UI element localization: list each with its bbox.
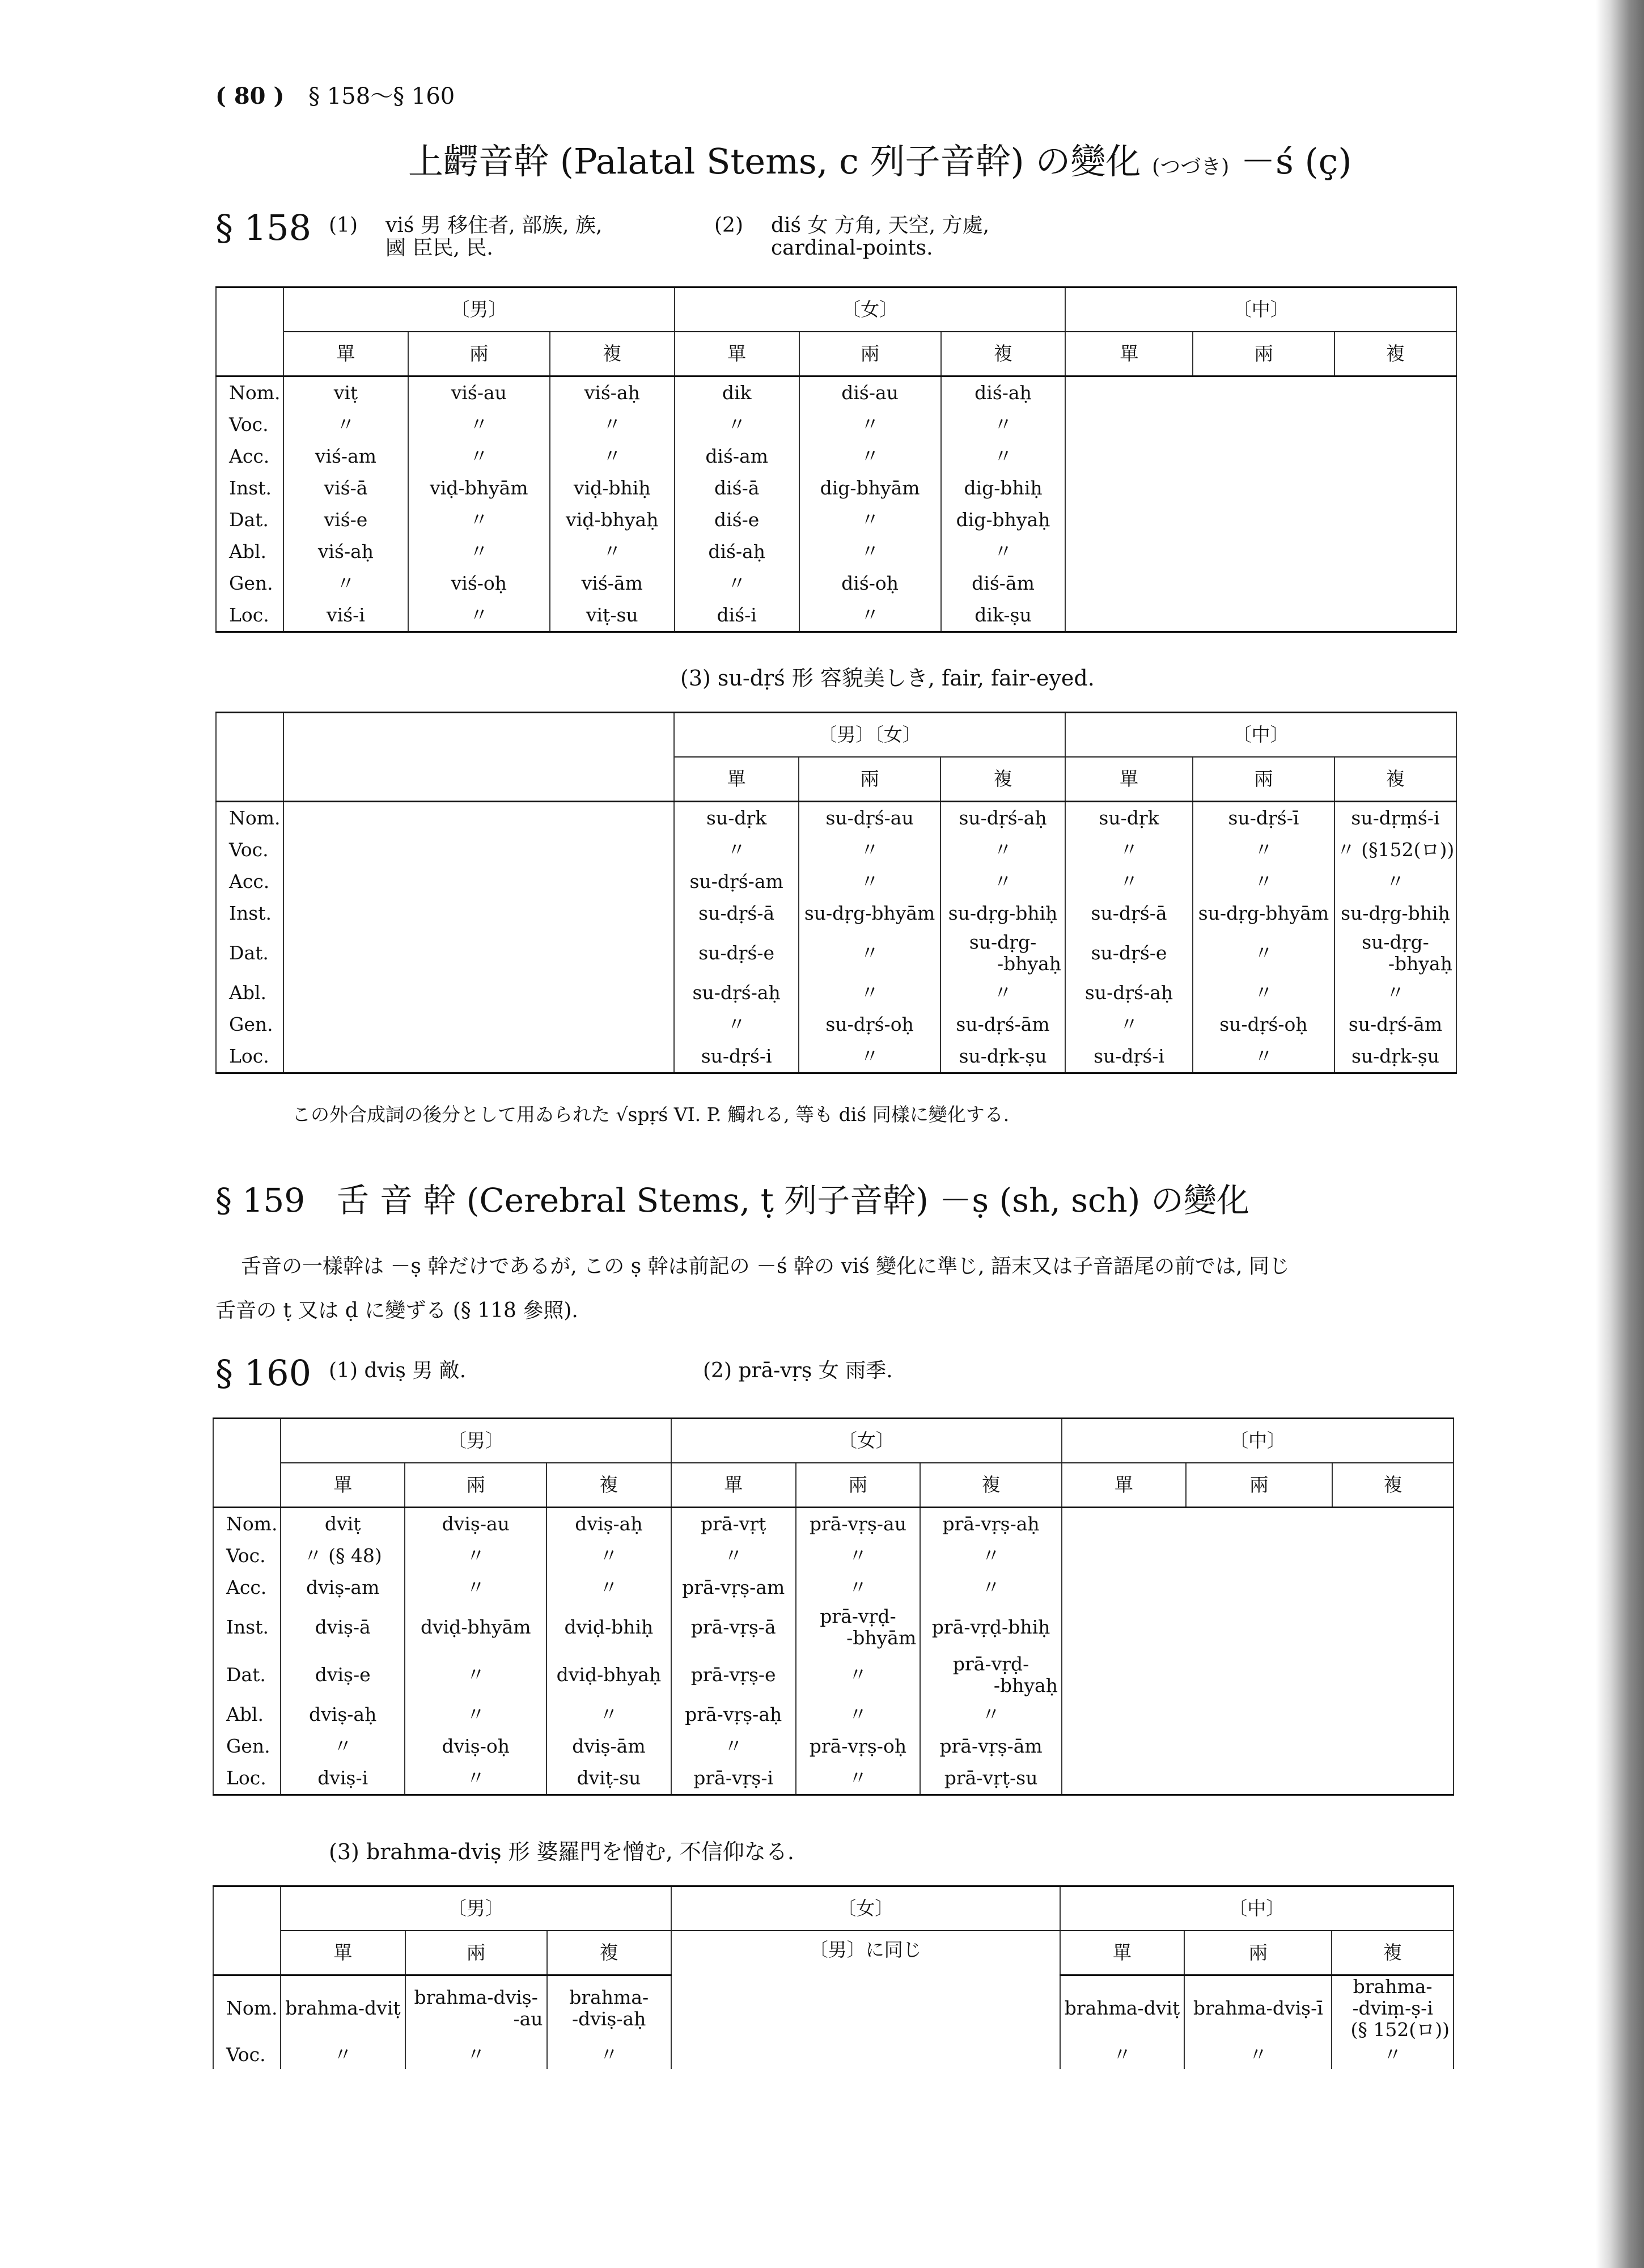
table-row: Acc. su-dṛś-am 〃 〃 〃 〃 〃 — [216, 866, 1456, 898]
section-160-number: § 160 — [215, 1352, 312, 1394]
table-row: Gen. 〃 su-dṛś-oḥ su-dṛś-ām 〃 su-dṛś-oḥ su-dṛś-ām — [216, 1009, 1456, 1040]
stem-1-definition: viś 男 移住者, 部族, 族, 國 臣民, 民. — [385, 214, 603, 260]
gender-fem: 〔女〕 — [671, 1419, 1062, 1463]
table-row: Nom. viṭ viś-au viś-aḥ dik diś-au diś-aḥ — [216, 376, 1456, 409]
scan-shadow — [1596, 0, 1644, 2268]
stem-3-definition: (3) su-dṛś 形 容貌美しき, fair, fair-eyed. — [680, 666, 1095, 691]
table-row: Nom. su-dṛk su-dṛś-au su-dṛś-aḥ su-dṛk su-dṛś-ī su-dṛṃś-i — [216, 802, 1456, 835]
table-row: Dat. su-dṛś-e 〃 su-dṛg- -bhyaḥ su-dṛś-e 〃 su-dṛg- -bhyaḥ — [216, 929, 1456, 977]
gender-neut: 〔中〕 — [1060, 1886, 1454, 1931]
table-row: Voc. 〃 〃 〃 〃 〃 〃 — [216, 409, 1456, 441]
table-row: Nom. dviṭ dviṣ-au dviṣ-aḥ prā-vṛṭ prā-vṛṣ-au prā-vṛṣ-aḥ — [213, 1508, 1454, 1541]
table-row: Inst. viś-ā viḍ-bhyām viḍ-bhiḥ diś-ā dig-bhyām dig-bhiḥ — [216, 472, 1456, 504]
title-ending: －ś (ç) — [1240, 141, 1352, 182]
table-row: Acc. dviṣ-am 〃 〃 prā-vṛṣ-am 〃 〃 — [213, 1572, 1454, 1603]
table-158-su-drS: 〔男〕〔女〕 〔中〕 單 兩 複 單 兩 複 Nom. su-dṛk su-dṛś-au su-dṛś-aḥ su-dṛk su-dṛś-ī su-dṛṃś-i Voc. 〃 〃 〃 〃 〃 〃 (§152(ロ)) Acc. su-dṛś-am 〃 〃 〃 〃 〃 Inst. su-dṛś-ā su-dṛg-bhyām su-dṛg-bhiḥ su-dṛś-ā su-dṛg-bhyām su-dṛg-bhiḥ Dat. su-dṛś-e 〃 su-dṛg- -bhyaḥ su-dṛś-e 〃 su-dṛg- -bhyaḥ Abl. su-dṛś-aḥ 〃 〃 su-dṛś-aḥ 〃 〃 Gen. 〃 su-dṛś-oḥ su-dṛś-ām 〃 su-dṛś-oḥ su-dṛś-ām Loc. su-dṛś-i 〃 su-dṛk-ṣu su-dṛś-i 〃 su-dṛk-ṣu — [215, 712, 1457, 1074]
page-number: ( 80 ) — [215, 83, 285, 109]
table-160-brahma-dviS: 〔男〕 〔女〕 〔中〕 單 兩 複 〔男〕に同じ 單 兩 複 Nom. brahma-dviṭ brahma-dviṣ- -au brahma- -dviṣ-aḥ brahma-dviṭ brahma-dviṣ-ī brahma- -dviṃ-ṣ-i (§ 152(ロ)) Voc. 〃 〃 〃 〃 〃 〃 — [213, 1885, 1454, 2069]
table-row: Voc. 〃 〃 〃 〃 〃 〃 (§152(ロ)) — [216, 834, 1456, 866]
section-159-title: 舌 音 幹 (Cerebral Stems, ṭ 列子音幹) －ṣ (sh, sch) の變化 — [336, 1181, 1249, 1220]
table-row: Nom. brahma-dviṭ brahma-dviṣ- -au brahma- -dviṣ-aḥ brahma-dviṭ brahma-dviṣ-ī brahma- -dviṃ-ṣ-i (§ 152(ロ)) — [213, 1975, 1454, 2041]
section-159-heading — [215, 1174, 1249, 1221]
stem-prAvRS: (2) prā-vṛṣ 女 雨季. — [703, 1359, 893, 1382]
gender-masc: 〔男〕 — [283, 287, 675, 332]
section-158-number: § 158 — [215, 207, 312, 248]
table-row: Gen. 〃 viś-oḥ viś-ām 〃 diś-oḥ diś-ām — [216, 568, 1456, 599]
section-159-paragraph: 舌音の一樣幹は －ṣ 幹だけであるが, この ṣ 幹は前記の －ś 幹の viś 變化に準じ, 語末又は子音語尾の前では, 同じ 舌音の ṭ 又は ḍ に變ずる (§ 118 參照). — [215, 1255, 1290, 1322]
table-158-viS-diS: 〔男〕 〔女〕 〔中〕 單 兩 複 單 兩 複 單 兩 複 Nom. viṭ viś-au viś-aḥ dik diś-au diś-aḥ Voc. 〃 〃 〃 〃 〃 〃 Acc. viś-am 〃 〃 diś-am 〃 〃 Inst. viś-ā viḍ-bhyām viḍ-bhiḥ diś-ā dig-bhyām dig-bhiḥ Dat. viś-e 〃 viḍ-bhyaḥ diś-e 〃 dig-bhyaḥ Abl. viś-aḥ 〃 〃 diś-aḥ 〃 〃 Gen. 〃 viś-oḥ viś-ām 〃 diś-oḥ diś-ām Loc. viś-i 〃 viṭ-su diś-i 〃 dik-ṣu — [215, 286, 1457, 633]
table-row: Acc. viś-am 〃 〃 diś-am 〃 〃 — [216, 441, 1456, 472]
section-159-number: § 159 — [215, 1181, 306, 1220]
page-title: 上齶音幹 (Palatal Stems, c 列子音幹) の變化 (つづき) －ś (ç) — [408, 141, 1352, 182]
table-row: Loc. su-dṛś-i 〃 su-dṛk-ṣu su-dṛś-i 〃 su-dṛk-ṣu — [216, 1040, 1456, 1073]
table-row: Abl. su-dṛś-aḥ 〃 〃 su-dṛś-aḥ 〃 〃 — [216, 977, 1456, 1009]
gender-fem: 〔女〕 — [675, 287, 1066, 332]
stem-brahma-dviS: (3) brahma-dviṣ 形 婆羅門を憎む, 不信仰なる. — [329, 1839, 794, 1864]
gender-fem: 〔女〕 — [671, 1886, 1060, 1931]
gender-neut: 〔中〕 — [1065, 713, 1456, 758]
gender-masc-fem: 〔男〕〔女〕 — [674, 713, 1065, 758]
gender-neut: 〔中〕 — [1062, 1419, 1454, 1463]
table-row: Loc. viś-i 〃 viṭ-su diś-i 〃 dik-ṣu — [216, 599, 1456, 632]
table-160-dviS-prAvRS: 〔男〕 〔女〕 〔中〕 單 兩 複 單 兩 複 單 兩 複 Nom. dviṭ dviṣ-au dviṣ-aḥ prā-vṛṭ prā-vṛṣ-au prā-vṛṣ-aḥ Voc. 〃 (§ 48) 〃 〃 〃 〃 〃 Acc. dviṣ-am 〃 〃 prā-vṛṣ-am 〃 〃 Inst. dviṣ-ā dviḍ-bhyām dviḍ-bhiḥ prā-vṛṣ-ā prā-vṛḍ- -bhyām prā-vṛḍ-bhiḥ Dat. dviṣ-e 〃 dviḍ-bhyaḥ prā-vṛṣ-e 〃 prā-vṛḍ- -bhyaḥ Abl. dviṣ-aḥ 〃 〃 prā-vṛṣ-aḥ 〃 〃 Gen. 〃 dviṣ-oḥ dviṣ-ām 〃 prā-vṛṣ-oḥ prā-vṛṣ-ām Loc. dviṣ-i 〃 dviṭ-su prā-vṛṣ-i 〃 prā-vṛṭ-su — [213, 1417, 1454, 1796]
table-row: Dat. viś-e 〃 viḍ-bhyaḥ diś-e 〃 dig-bhyaḥ — [216, 504, 1456, 536]
title-continued: (つづき) — [1152, 155, 1230, 179]
page-header — [215, 78, 455, 111]
fem-same-as-masc: 〔男〕に同じ — [671, 1931, 1060, 2069]
table-row: Gen. 〃 dviṣ-oḥ dviṣ-ām 〃 prā-vṛṣ-oḥ prā-vṛṣ-ām — [213, 1730, 1454, 1762]
stem-2-definition: diś 女 方角, 天空, 方處, cardinal-points. — [771, 214, 990, 260]
gender-neut: 〔中〕 — [1065, 287, 1456, 332]
stem-2-number: (2) — [714, 214, 743, 237]
gender-masc: 〔男〕 — [281, 1419, 671, 1463]
table-row: Dat. dviṣ-e 〃 dviḍ-bhyaḥ prā-vṛṣ-e 〃 prā-vṛḍ- -bhyaḥ — [213, 1651, 1454, 1699]
table-row: Inst. dviṣ-ā dviḍ-bhyām dviḍ-bhiḥ prā-vṛṣ-ā prā-vṛḍ- -bhyām prā-vṛḍ-bhiḥ — [213, 1603, 1454, 1651]
table-row: Voc. 〃 (§ 48) 〃 〃 〃 〃 〃 — [213, 1540, 1454, 1572]
section-range: § 158～§ 160 — [308, 83, 455, 109]
footnote-spRS: この外合成詞の後分として用ゐられた √spṛś VI. P. 觸れる, 等も diś 同樣に變化する. — [292, 1103, 1010, 1125]
table-row: Loc. dviṣ-i 〃 dviṭ-su prā-vṛṣ-i 〃 prā-vṛṭ-su — [213, 1762, 1454, 1795]
table-row: Voc. 〃 〃 〃 〃 〃 〃 — [213, 2041, 1454, 2069]
stem-1-number: (1) — [329, 214, 358, 237]
table-row: Abl. viś-aḥ 〃 〃 diś-aḥ 〃 〃 — [216, 536, 1456, 568]
table-row: Abl. dviṣ-aḥ 〃 〃 prā-vṛṣ-aḥ 〃 〃 — [213, 1699, 1454, 1730]
table-row: Inst. su-dṛś-ā su-dṛg-bhyām su-dṛg-bhiḥ su-dṛś-ā su-dṛg-bhyām su-dṛg-bhiḥ — [216, 898, 1456, 929]
gender-masc: 〔男〕 — [281, 1886, 671, 1931]
stem-dviS: (1) dviṣ 男 敵. — [329, 1359, 467, 1382]
